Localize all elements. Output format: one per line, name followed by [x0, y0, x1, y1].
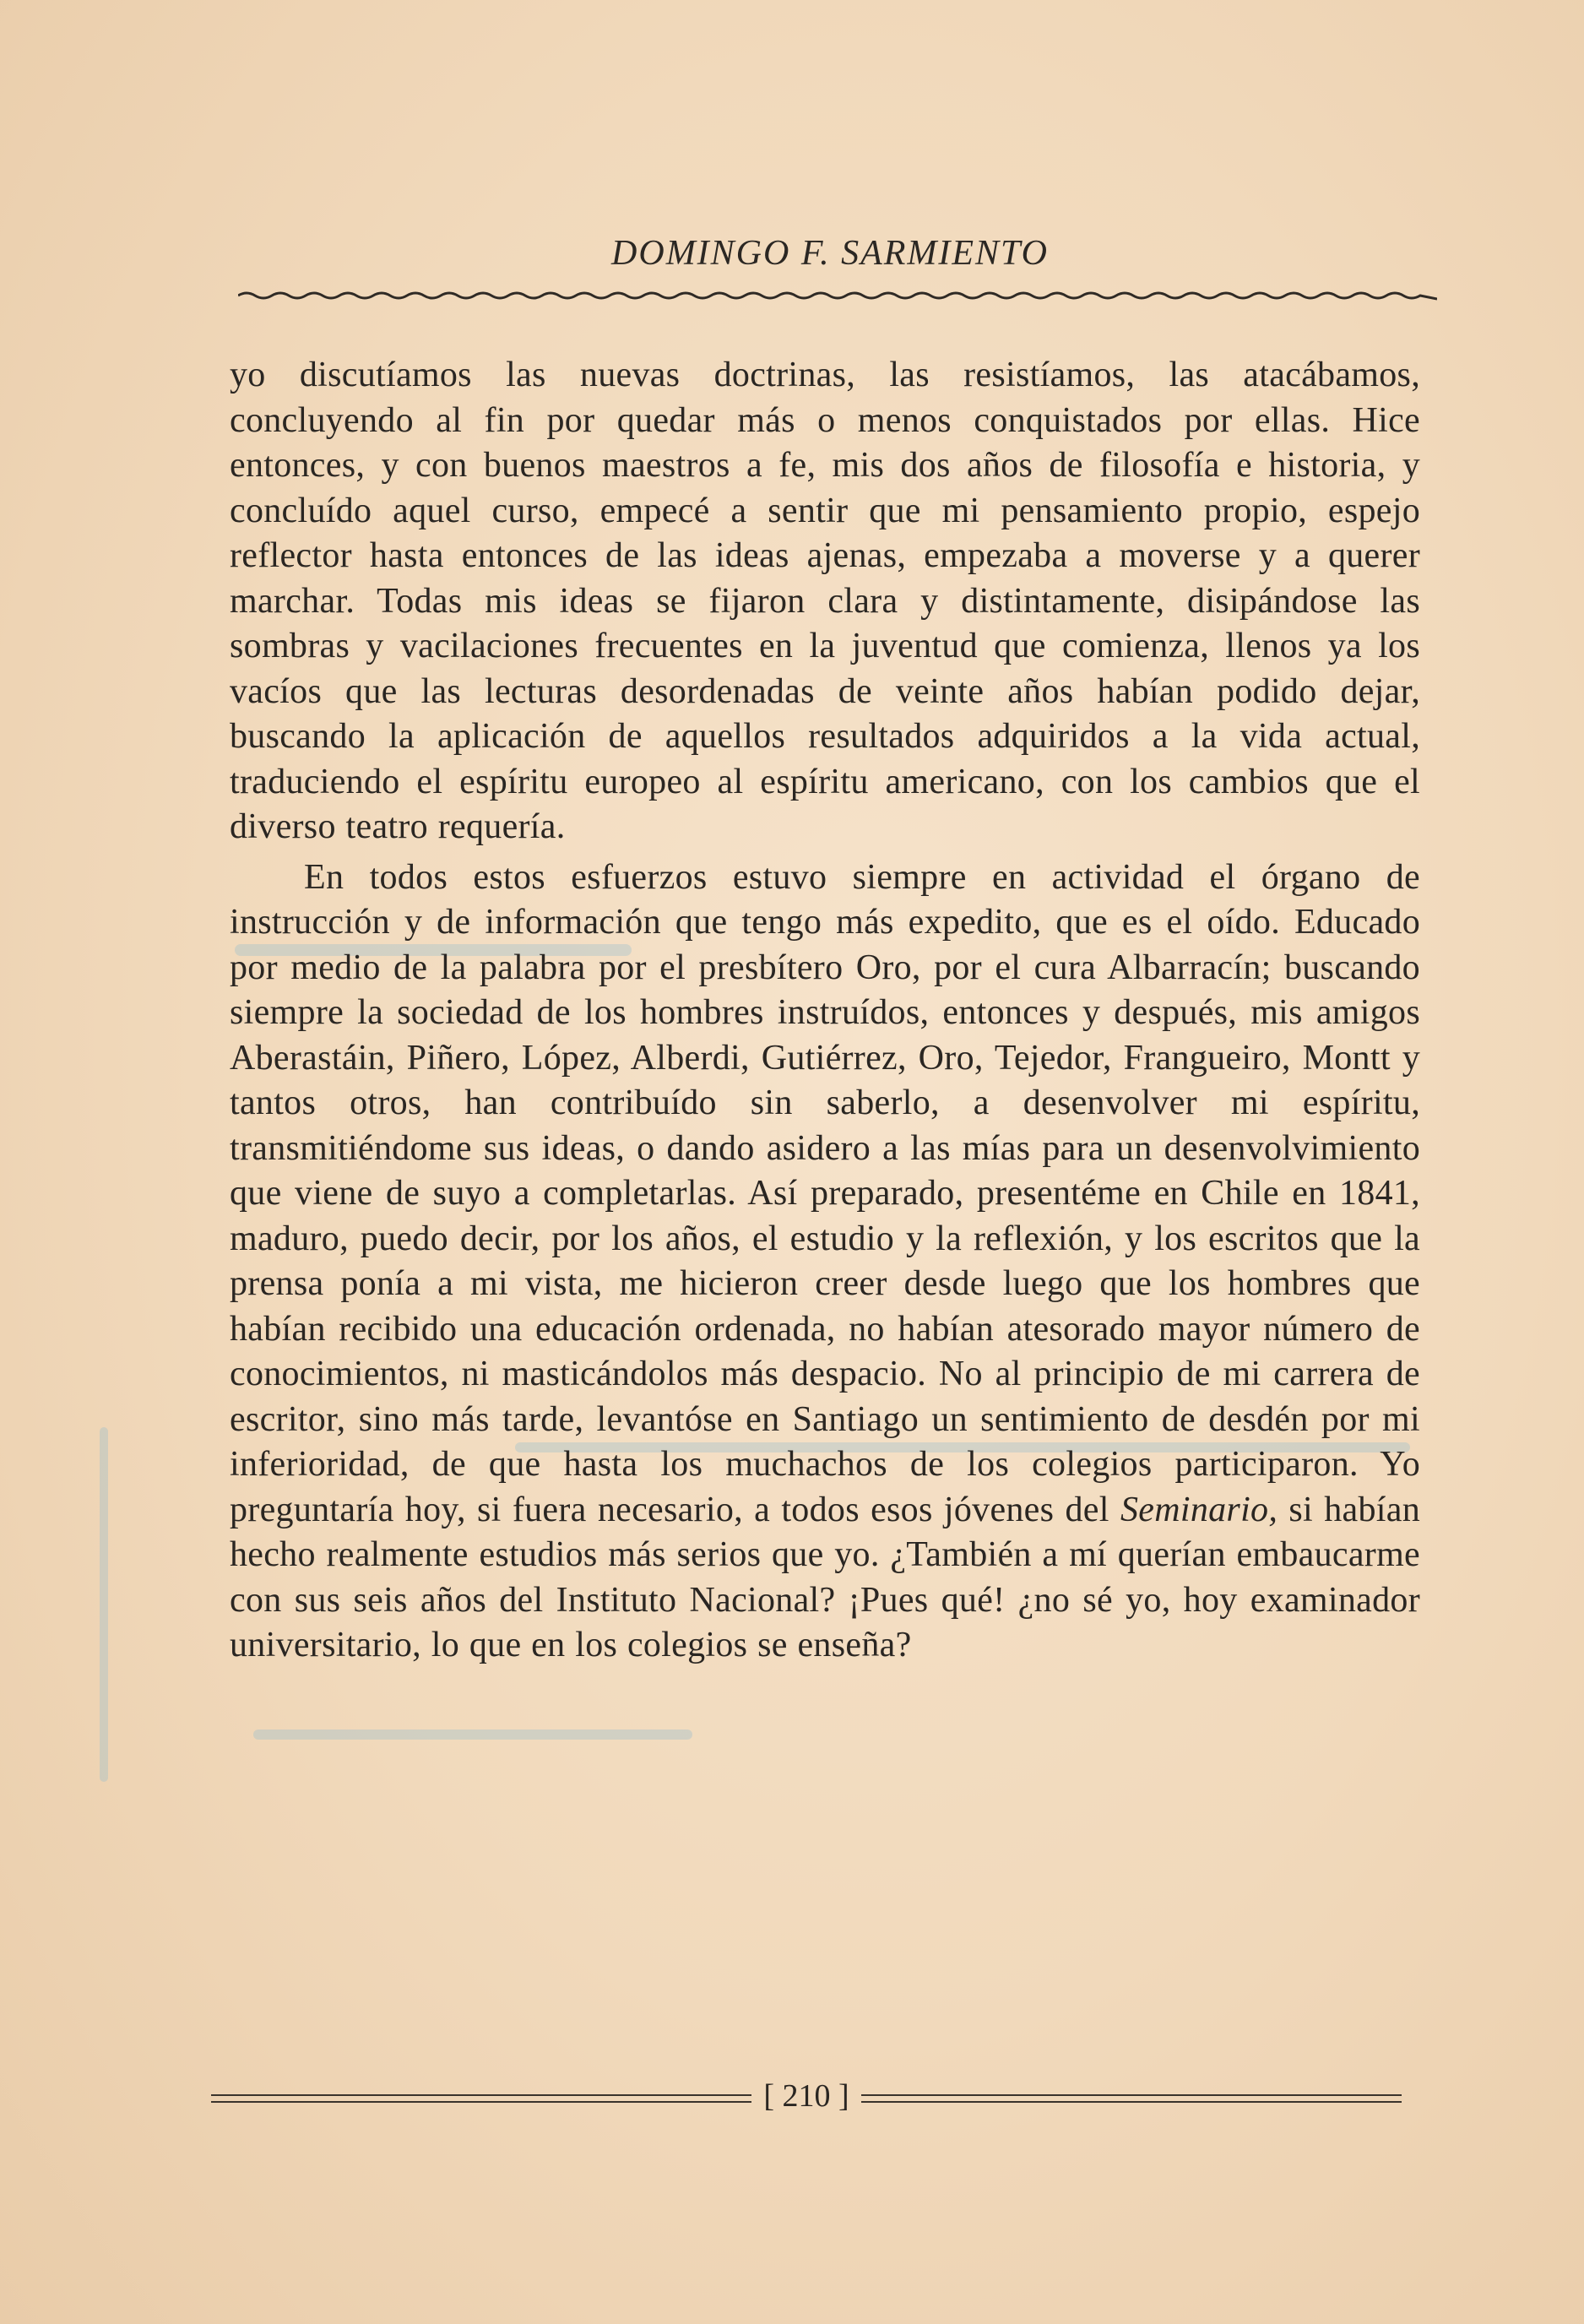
- footer-rule-right: [861, 2094, 1402, 2103]
- body-text: [230, 353, 1420, 1669]
- paragraph: [230, 855, 1420, 1669]
- italic-title-seminario: Seminario,: [1120, 1490, 1278, 1529]
- decorative-wavy-rule: [238, 284, 1437, 307]
- running-head-author: DOMINGO F. SARMIENTO: [611, 234, 1049, 273]
- page-number: [ 210 ]: [763, 2078, 849, 2114]
- pencil-underline-mark: [253, 1729, 692, 1740]
- paragraph: yo discutíamos las nuevas doctrinas, las resistíamos, las atacábamos, concluyendo al fin por quedar más o menos conquistados por ellas. Hice entonces, y con buenos maestros a fe, mis dos años de filosofía e historia, y concluído aquel curso, empecé a sentir que mi pensamiento propio, espejo reflector hasta entonces de las ideas ajenas, empezaba a moverse y a querer marchar. Todas mis ideas se fijaron clara y distintamente, disipándose las sombras y vacilaciones frecuentes en la juventud que comienza, llenos ya los vacíos que las lecturas desordenadas de veinte años habían podido dejar, buscando la aplicación de aquellos resultados adquiridos a la vida actual, traduciendo el espíritu europeo al espíritu americano, con los cambios que el diverso teatro requería.: [230, 356, 1420, 846]
- paragraph-text: si habían hecho realmente estudios más serios que yo. ¿También a mí querían embaucarme con sus seis años del Instituto Nacional? ¡Pues qué! ¿no sé yo, hoy examinador universitario, lo que en los colegios se enseña?: [230, 1490, 1420, 1664]
- page-header: [0, 233, 1584, 274]
- paragraph-text: En todos estos esfuerzos estuvo siempre en actividad el órgano de instrucción y de información que tengo más expedito, que es el oído. Educado por medio de la palabra por el presbítero Oro, por el cura Albarracín; buscando siempre la sociedad de los hombres instruídos, entonces y después, mis amigos Aberastáin, Piñero, López, Alberdi, Gutiérrez, Oro, Tejedor, Frangueiro, Montt y tantos otros, han contribuído sin saberlo, a desenvolver mi espíritu, transmitiéndome sus ideas, o dando asidero a las mías para un desenvolvimiento que viene de suyo a completarlas. Así preparado, presentéme en Chile en 1841, maduro, puedo decir, por los años, el estudio y la reflexión, y los escritos que la prensa ponía a mi vista, me hicieron creer desde luego que los hombres que habían recibido una educación ordenada, no habían atesorado mayor número de conocimientos, ni masticándolos más despacio. No al principio de mi carrera de escritor, sino más tarde, levantóse en Santiago un sentimiento de desdén por mi inferioridad, de que hasta los muchachos de los colegios participaron. Yo preguntaría hoy, si fuera necesario, a todos esos jóvenes del: [230, 857, 1420, 1529]
- page-footer: [211, 2079, 1402, 2113]
- pencil-margin-mark: [100, 1427, 108, 1782]
